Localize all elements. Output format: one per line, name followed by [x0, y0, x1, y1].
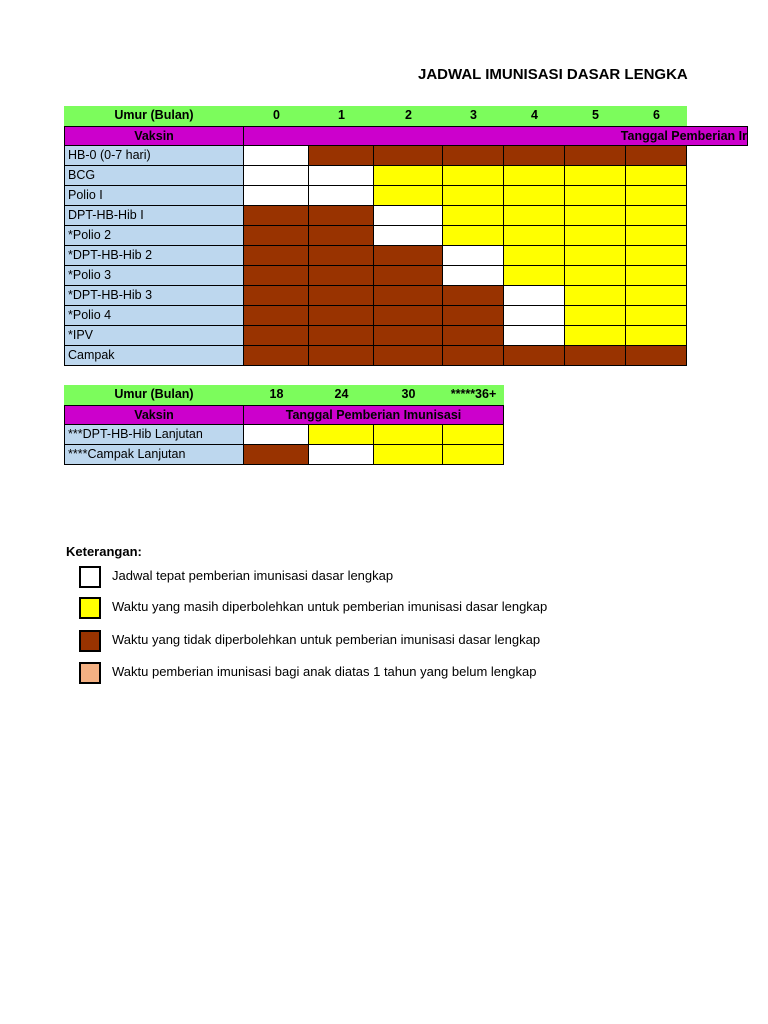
age-column-header: 2: [374, 106, 443, 126]
schedule-cell: [374, 306, 443, 326]
vaccine-name: *Polio 4: [64, 306, 244, 326]
schedule-cell: [309, 306, 374, 326]
schedule-cell: [244, 445, 309, 465]
vaccine-name: *Polio 3: [64, 266, 244, 286]
schedule-cell: [504, 206, 565, 226]
schedule-cell: [443, 306, 504, 326]
schedule-cell: [565, 306, 626, 326]
schedule-cell: [626, 246, 687, 266]
schedule-cell: [374, 186, 443, 206]
schedule-cell: [374, 206, 443, 226]
schedule-cell: [309, 425, 374, 445]
schedule-cell: [374, 425, 443, 445]
schedule-cell: [504, 306, 565, 326]
schedule-cell: [443, 146, 504, 166]
schedule-cell: [626, 326, 687, 346]
schedule-cell: [374, 226, 443, 246]
schedule-cell: [443, 246, 504, 266]
schedule-cell: [443, 286, 504, 306]
schedule-cell: [565, 186, 626, 206]
schedule-cell: [309, 246, 374, 266]
vaccine-name: Campak: [64, 346, 244, 366]
age-column-header: 24: [309, 385, 374, 405]
schedule-cell: [626, 346, 687, 366]
schedule-cell: [374, 346, 443, 366]
schedule-cell: [309, 445, 374, 465]
legend-text: Waktu yang masih diperbolehkan untuk pemberian imunisasi dasar lengkap: [112, 599, 548, 614]
legend-text: Waktu yang tidak diperbolehkan untuk pemberian imunisasi dasar lengkap: [112, 632, 541, 647]
schedule-cell: [626, 146, 687, 166]
legend-swatch: [79, 597, 101, 619]
schedule-cell: [504, 266, 565, 286]
schedule-cell: [309, 346, 374, 366]
age-column-header: 18: [244, 385, 309, 405]
legend-text: Waktu pemberian imunisasi bagi anak diatas 1 tahun yang belum lengkap: [112, 664, 537, 679]
schedule-cell: [565, 246, 626, 266]
age-column-header: 1: [309, 106, 374, 126]
legend-text: Jadwal tepat pemberian imunisasi dasar lengkap: [112, 568, 394, 583]
vaccine-name: DPT-HB-Hib I: [64, 206, 244, 226]
schedule-cell: [504, 326, 565, 346]
schedule-cell: [443, 186, 504, 206]
schedule-cell: [309, 186, 374, 206]
schedule-cell: [443, 166, 504, 186]
schedule-cell: [374, 166, 443, 186]
schedule-cell: [626, 226, 687, 246]
schedule-cell: [626, 166, 687, 186]
vaccine-header-label: Vaksin: [64, 405, 244, 425]
schedule-cell: [504, 346, 565, 366]
schedule-cell: [626, 266, 687, 286]
schedule-cell: [565, 166, 626, 186]
schedule-cell: [244, 306, 309, 326]
vaccine-name: Polio I: [64, 186, 244, 206]
schedule-cell: [565, 206, 626, 226]
schedule-cell: [565, 146, 626, 166]
age-header-label: Umur (Bulan): [64, 106, 244, 126]
schedule-cell: [244, 246, 309, 266]
schedule-cell: [565, 326, 626, 346]
legend-swatch: [79, 630, 101, 652]
vaccine-name: *DPT-HB-Hib 2: [64, 246, 244, 266]
age-column-header: 0: [244, 106, 309, 126]
age-column-header: 5: [565, 106, 626, 126]
vaccine-name: ****Campak Lanjutan: [64, 445, 244, 465]
vaccine-name: *DPT-HB-Hib 3: [64, 286, 244, 306]
schedule-cell: [565, 226, 626, 246]
schedule-cell: [504, 166, 565, 186]
schedule-cell: [244, 186, 309, 206]
schedule-cell: [443, 346, 504, 366]
schedule-cell: [374, 445, 443, 465]
age-column-header: 3: [443, 106, 504, 126]
schedule-cell: [244, 425, 309, 445]
schedule-cell: [504, 246, 565, 266]
schedule-cell: [443, 226, 504, 246]
vaccine-name: *Polio 2: [64, 226, 244, 246]
date-header-label: Tanggal Pemberian Imunisasi: [244, 405, 504, 425]
vaccine-name: HB-0 (0-7 hari): [64, 146, 244, 166]
schedule-cell: [244, 146, 309, 166]
schedule-cell: [244, 166, 309, 186]
legend-swatch: [79, 662, 101, 684]
schedule-cell: [309, 146, 374, 166]
legend-title: Keterangan:: [66, 544, 142, 559]
schedule-cell: [443, 206, 504, 226]
schedule-cell: [504, 146, 565, 166]
schedule-cell: [244, 346, 309, 366]
age-column-header: 30: [374, 385, 443, 405]
schedule-cell: [443, 425, 504, 445]
date-header-label: Tanggal Pemberian Ir: [244, 126, 748, 146]
schedule-cell: [244, 286, 309, 306]
schedule-cell: [443, 266, 504, 286]
schedule-cell: [374, 146, 443, 166]
schedule-cell: [626, 206, 687, 226]
schedule-cell: [626, 186, 687, 206]
schedule-cell: [244, 326, 309, 346]
age-header-row: [64, 106, 687, 126]
schedule-cell: [309, 226, 374, 246]
schedule-cell: [309, 286, 374, 306]
schedule-cell: [504, 226, 565, 246]
schedule-cell: [309, 326, 374, 346]
schedule-cell: [374, 266, 443, 286]
age-column-header: 4: [504, 106, 565, 126]
schedule-cell: [374, 286, 443, 306]
schedule-cell: [374, 326, 443, 346]
schedule-cell: [309, 206, 374, 226]
schedule-cell: [244, 266, 309, 286]
schedule-cell: [565, 346, 626, 366]
schedule-cell: [565, 286, 626, 306]
vaccine-name: *IPV: [64, 326, 244, 346]
schedule-cell: [626, 286, 687, 306]
vaccine-header-label: Vaksin: [64, 126, 244, 146]
schedule-cell: [309, 266, 374, 286]
age-column-header: *****36+: [443, 385, 504, 405]
vaccine-name: ***DPT-HB-Hib Lanjutan: [64, 425, 244, 445]
schedule-cell: [374, 246, 443, 266]
age-header-label: Umur (Bulan): [64, 385, 244, 405]
schedule-cell: [309, 166, 374, 186]
schedule-cell: [626, 306, 687, 326]
schedule-cell: [244, 226, 309, 246]
schedule-cell: [504, 286, 565, 306]
schedule-cell: [244, 206, 309, 226]
age-header-row: [64, 385, 504, 405]
schedule-cell: [565, 266, 626, 286]
schedule-cell: [443, 445, 504, 465]
schedule-cell: [504, 186, 565, 206]
schedule-cell: [443, 326, 504, 346]
vaccine-name: BCG: [64, 166, 244, 186]
age-column-header: 6: [626, 106, 687, 126]
page-title: JADWAL IMUNISASI DASAR LENGKA: [418, 66, 688, 83]
legend-swatch: [79, 566, 101, 588]
